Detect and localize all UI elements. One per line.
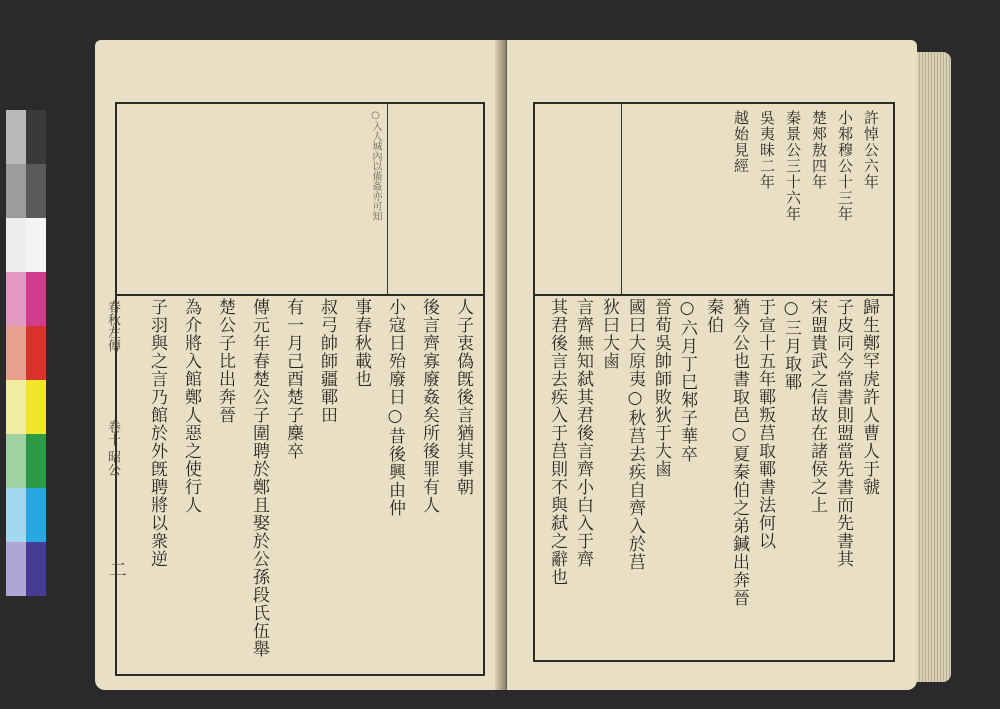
- color-patch-row: [6, 218, 46, 272]
- color-patch: [26, 380, 46, 434]
- text-column: 叔弓帥師疆鄆田: [317, 298, 337, 424]
- color-patch-row: [6, 488, 46, 542]
- text-column: 事春秋載也: [351, 298, 371, 388]
- color-patch-row: [6, 542, 46, 596]
- annotation-column: 許悼公六年: [862, 110, 880, 190]
- annotation-column: 吳夷昧二年: [758, 110, 776, 190]
- color-patch: [6, 110, 26, 164]
- text-column: 為介將入館鄭人惡之使行人: [181, 298, 201, 514]
- right-page: [507, 40, 917, 690]
- annotation-column: 小邾穆公十三年: [836, 110, 854, 222]
- color-patch-row: [6, 110, 46, 164]
- annotation-column: 越始見經: [732, 110, 750, 174]
- annotation-column: 楚郟敖四年: [810, 110, 828, 190]
- text-column: 言齊無知弑其君後言齊小白入于齊: [573, 298, 593, 568]
- text-column: 宋盟貴武之信故在諸侯之上: [807, 298, 827, 514]
- text-column: 後言齊寡廢姦矣所後罪有人: [419, 298, 439, 514]
- page-edges: [917, 52, 951, 682]
- text-column: 歸生鄭罕虎許人曹人于虢: [859, 298, 879, 496]
- text-column: 秦伯: [703, 298, 723, 334]
- left-margin-title: 春秋左傳: [105, 300, 120, 352]
- text-column: 國曰大原夷○秋莒去疾自齊入於莒: [625, 298, 645, 571]
- text-column: 晉荀吳帥師敗狄于大鹵: [651, 298, 671, 478]
- color-patch-row: [6, 380, 46, 434]
- open-book: [95, 40, 955, 690]
- color-patch-row: [6, 164, 46, 218]
- color-patch: [6, 326, 26, 380]
- text-column: 猶今公也書取邑○夏秦伯之弟鍼出奔晉: [729, 298, 749, 607]
- color-patch: [6, 272, 26, 326]
- text-column: ○六月丁巳邾子華卒: [677, 298, 697, 463]
- color-patch-row: [6, 434, 46, 488]
- color-patch-row: [6, 326, 46, 380]
- color-patch: [26, 326, 46, 380]
- color-patch: [26, 488, 46, 542]
- left-page: [95, 40, 505, 690]
- color-patch: [26, 218, 46, 272]
- left-margin-volume: 卷十 昭公: [105, 420, 120, 477]
- color-patch: [6, 380, 26, 434]
- text-column: 其君後言去疾入于莒則不與弑之辭也: [547, 298, 567, 586]
- text-column: 小寇日殆廢日○昔後興由仲: [385, 298, 405, 517]
- color-patch: [26, 272, 46, 326]
- color-patch-row: [6, 272, 46, 326]
- text-column: 人子衷偽旣後言猶其事朝: [453, 298, 473, 496]
- text-column: 于宣十五年鄆叛莒取鄆書法何以: [755, 298, 775, 550]
- text-column: 楚公子比出奔晉: [215, 298, 235, 424]
- color-calibration-card: [6, 110, 46, 596]
- color-patch: [26, 542, 46, 596]
- color-patch: [6, 218, 26, 272]
- left-margin-page: 二: [106, 560, 127, 578]
- color-patch: [26, 434, 46, 488]
- text-column: 有一月己酉楚子麇卒: [283, 298, 303, 460]
- text-column: ○三月取鄆: [781, 298, 801, 391]
- annotation-column: 秦景公三十六年: [784, 110, 802, 222]
- color-patch: [26, 110, 46, 164]
- text-column: 狄曰大鹵: [599, 298, 619, 370]
- color-patch: [6, 164, 26, 218]
- color-patch: [26, 164, 46, 218]
- color-patch: [6, 542, 26, 596]
- color-patch: [6, 434, 26, 488]
- text-column: 子羽與之言乃館於外旣聘將以衆逆: [147, 298, 167, 568]
- left-annotation-band: [117, 104, 483, 296]
- color-patch: [6, 488, 26, 542]
- text-column: 傳元年春楚公子圍聘於鄭且娶於公孫段氏伍舉: [249, 298, 269, 658]
- left-top-note: ○入人城內以備姦亦可知: [370, 110, 381, 221]
- text-column: 子皮同今當書則盟當先書而先書其: [833, 298, 853, 568]
